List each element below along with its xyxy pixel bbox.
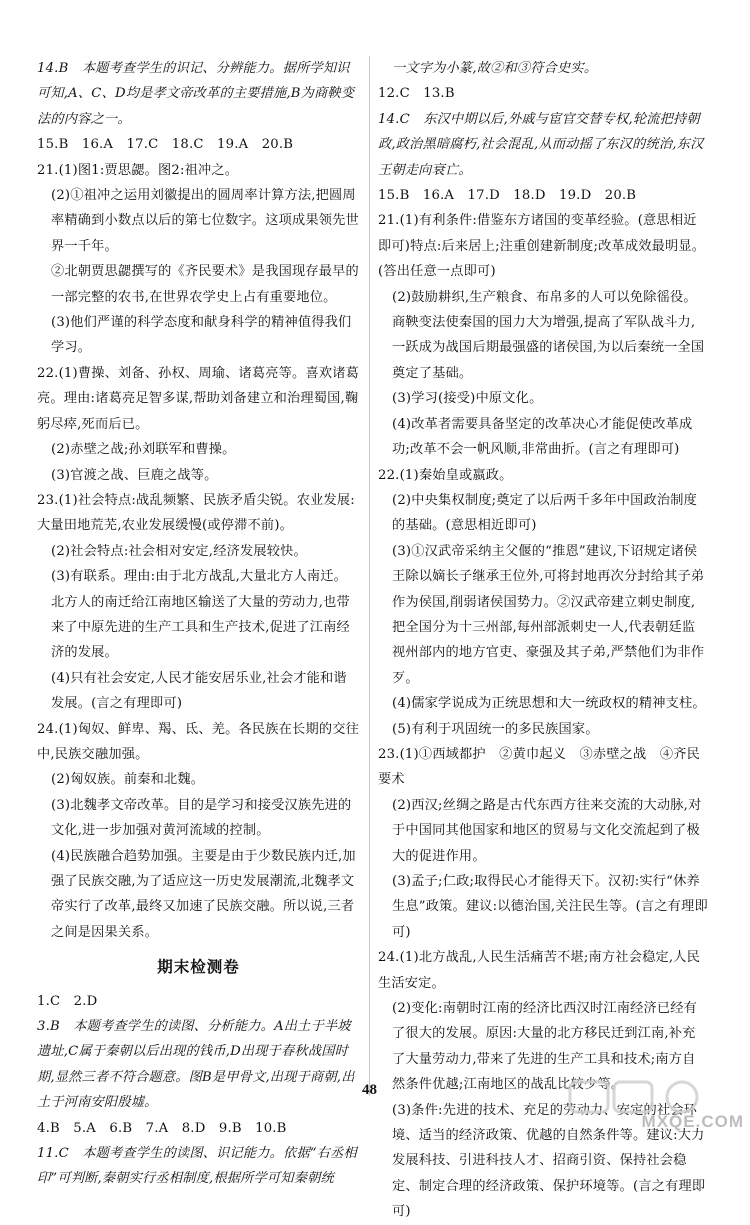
answer-entry: 1.C 2.D <box>37 993 98 1009</box>
answer-entry: 一文字为小篆,故②和③符合史实。 <box>392 61 598 76</box>
page-number: 48 <box>362 1082 377 1098</box>
answer-entry: (2)中央集权制度;奠定了以后两千多年中国政治制度的基础。(意思相近即可) <box>392 492 698 534</box>
answer-entry: 23.(1)社会特点:战乱频繁、民族矛盾尖锐。农业发展:大量田地荒芜,农业发展缓慢(或停滞不前)。 <box>37 492 355 534</box>
answer-entry: 22.(1)秦始皇或嬴政。 <box>378 467 513 483</box>
final-exam-answers <box>37 989 360 1192</box>
answer-entry: 15.B 16.A 17.C 18.C 19.A 20.B <box>37 137 294 153</box>
answer-entry: (4)民族融合趋势加强。主要是由于少数民族内迁,加强了民族交融,为了适应这一历史发展潮流,北魏孝文帝实行了改革,最终又加速了民族交融。所以说,三者之间是因果关系。 <box>51 848 356 940</box>
answer-entry: 14.B 本题考查学生的识记、分辨能力。据所学知识可知,A、C、D均是孝文帝改革的主要措施,B为商鞅变法的内容之一。 <box>37 61 355 127</box>
answer-entry: (3)他们严谨的科学态度和献身科学的精神值得我们学习。 <box>51 315 352 356</box>
answer-entry: 24.(1)匈奴、鲜卑、羯、氐、羌。各民族在长期的交往中,民族交融加强。 <box>37 721 359 762</box>
answer-entry: (2)赤壁之战;孙刘联军和曹操。 <box>51 442 236 458</box>
answer-entry: 24.(1)北方战乱,人民生活痛苦不堪;南方社会稳定,人民生活安定。 <box>378 950 701 991</box>
answer-entry: (2)鼓励耕织,生产粮食、布帛多的人可以免除徭役。商鞅变法使秦国的国力大为增强,提高了军队战斗力,一跃成为战国后期最强盛的诸侯国,为以后秦统一全国奠定了基础。 <box>392 289 705 381</box>
answer-entry: 12.C 13.B <box>378 86 455 102</box>
answer-entry: 4.B 5.A 6.B 7.A 8.D 9.B 10.B <box>37 1120 287 1136</box>
answer-entry: (2)社会特点:社会相对安定,经济发展较快。 <box>51 543 307 559</box>
right-column <box>378 56 708 1225</box>
column-divider <box>369 56 370 1096</box>
answer-entry: (2)变化:南朝时江南的经济比西汉时江南经济已经有了很大的发展。原因:大量的北方移民迁到江南,补充了大量劳动力,带来了先进的生产工具和技术;南方自然条件优越;江南地区的战乱比较少等。 <box>392 1001 698 1093</box>
answer-entry: 23.(1)①西域都护 ②黄巾起义 ③赤壁之战 ④齐民要术 <box>378 746 700 788</box>
answer-entry: 21.(1)有利条件:借鉴东方诸国的变革经验。(意思相近即可)特点:后来居上;注重创建新制度;改革成效最明显。(答出任意一点即可) <box>378 213 706 280</box>
answer-entry: 3.B 本题考查学生的读图、分析能力。A出土于半坡遗址,C属于秦朝以后出现的钱币,D出现于春秋战国时期,显然三者不符合题意。图B是甲骨文,出现于商朝,出土于河南安阳殷墟。 <box>37 1019 355 1111</box>
answer-entry: (2)①祖冲之运用刘徽提出的圆周率计算方法,把圆周率精确到小数点以后的第七位数字。这项成果领先世界一千年。 <box>51 188 359 254</box>
answer-entry: 11.C 本题考查学生的读图、识记能力。依据“右丞相印”可判断,秦朝实行丞相制度,根据所学可知秦朝统 <box>37 1146 357 1187</box>
answer-entry: (3)有联系。理由:由于北方战乱,大量北方人南迁。北方人的南迁给江南地区输送了大量的劳动力,也带来了中原先进的生产工具和生产技术,促进了江南经济的发展。 <box>51 569 350 661</box>
answer-entry: (4)改革者需要具备坚定的改革决心才能促使改革成功;改革不会一帆风顺,非常曲折。(言之有理即可) <box>392 416 693 458</box>
answer-entry: (4)儒家学说成为正统思想和大一统政权的精神支柱。 <box>392 696 706 712</box>
answer-entry: (3)①汉武帝采纳主父偃的“推恩”建议,下诏规定诸侯王除以嫡长子继承王位外,可将封地再次分封给其子弟作为侯国,削弱诸侯国势力。②汉武帝建立刺史制度,把全国分为十三州部,每州部派刺史一人,代表朝廷监视州部内的地方官吏、豪强及其子弟,严禁他们为非作歹。 <box>392 543 705 686</box>
answer-entry: 14.C 东汉中期以后,外戚与宦官交替专权,轮流把持朝政,政治黑暗腐朽,社会混乱,从而动摇了东汉的统治,东汉王朝走向衰亡。 <box>378 111 704 178</box>
right-answers <box>378 56 708 1225</box>
answer-entry: (4)只有社会安定,人民才能安居乐业,社会才能和谐发展。(言之有理即可) <box>51 670 347 712</box>
answer-entry: (5)有利于巩固统一的多民族国家。 <box>392 721 599 737</box>
answer-entry: 21.(1)图1:贾思勰。图2:祖冲之。 <box>37 162 239 178</box>
answer-entry: ②北朝贾思勰撰写的《齐民要术》是我国现存最早的一部完整的农书,在世界农学史上占有重要地位。 <box>51 264 359 305</box>
left-answers <box>37 56 360 945</box>
watermark-text: MXQE.COM <box>641 1112 744 1131</box>
answer-entry: (2)匈奴族。前秦和北魏。 <box>51 772 205 788</box>
answer-entry: (3)孟子;仁政;取得民心才能得天下。汉初:实行“休养生息”政策。建议:以德治国,关注民生等。(言之有理即可) <box>392 874 708 940</box>
answer-entry: (3)条件:先进的技术、充足的劳动力、安定的社会环境、适当的经济政策、优越的自然条件等。建议:大力发展科技、引进科技人才、招商引资、保持社会稳定、制定合理的经济政策、保护环境等。(言之有理即可) <box>392 1102 706 1220</box>
section-title: 期末检测卷 <box>157 958 240 977</box>
answer-entry: (3)学习(接受)中原文化。 <box>392 391 543 407</box>
answer-entry: (3)北魏孝文帝改革。目的是学习和接受汉族先进的文化,进一步加强对黄河流域的控制。 <box>51 797 352 839</box>
answer-entry: 22.(1)曹操、刘备、孙权、周瑜、诸葛亮等。喜欢诸葛亮。理由:诸葛亮足智多谋,帮助刘备建立和治理蜀国,鞠躬尽瘁,死而后已。 <box>37 365 359 432</box>
left-column <box>37 56 360 1192</box>
answer-entry: (3)官渡之战、巨鹿之战等。 <box>51 467 218 483</box>
answer-entry: (2)西汉;丝绸之路是古代东西方往来交流的大动脉,对于中国同其他国家和地区的贸易与文化交流起到了极大的促进作用。 <box>392 797 702 864</box>
answer-entry: 15.B 16.A 17.D 18.D 19.D 20.B <box>378 188 637 204</box>
